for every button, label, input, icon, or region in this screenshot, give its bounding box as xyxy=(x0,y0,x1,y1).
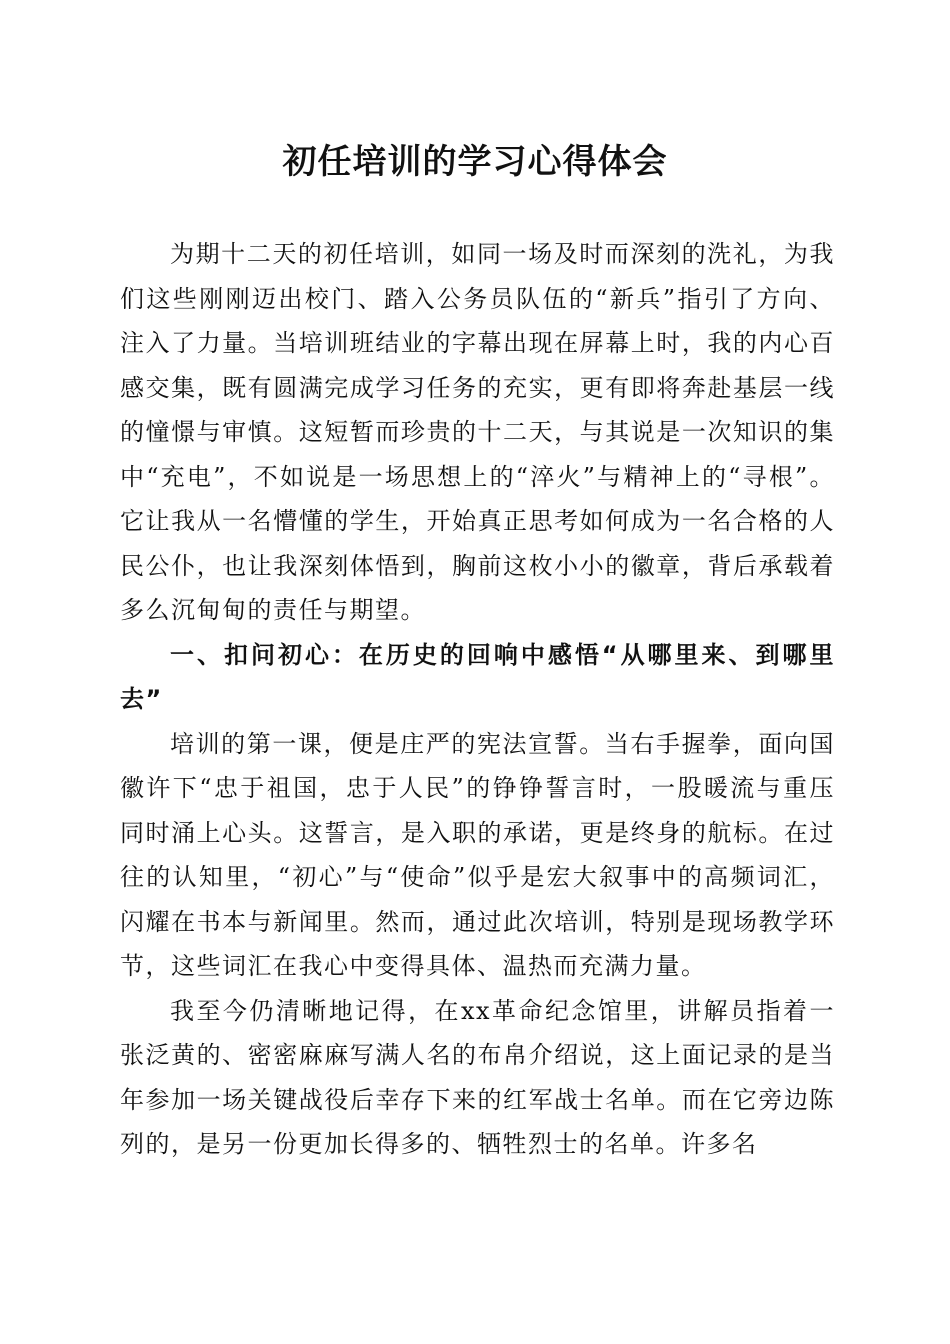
intro-paragraph: 为期十二天的初任培训，如同一场及时而深刻的洗礼，为我们这些刚刚迈出校门、踏入公务员队伍的“新兵”指引了方向、注入了力量。当培训班结业的字幕出现在屏幕上时，我的内心百感交集，既有圆满完成学习任务的充实，更有即将奔赴基层一线的憧憬与审慎。这短暂而珍贵的十二天，与其说是一次知识的集中“充电”，不如说是一场思想上的“淬火”与精神上的“寻根”。它让我从一名懵懂的学生，开始真正思考如何成为一名合格的人民公仆，也让我深刻体悟到，胸前这枚小小的徽章，背后承载着多么沉甸甸的责任与期望。 xyxy=(120,240,835,624)
section-heading: 一、扣问初心：在历史的回响中感悟“从哪里来、到哪里去” xyxy=(120,640,835,713)
document-body xyxy=(120,232,835,1167)
body-paragraph: 我至今仍清晰地记得，在xx革命纪念馆里，讲解员指着一张泛黄的、密密麻麻写满人名的布帛介绍说，这上面记录的是当年参加一场关键战役后幸存下来的红军战士名单。而在它旁边陈列的，是另一份更加长得多的、牺牲烈士的名单。许多名 xyxy=(120,996,835,1158)
body-paragraph: 培训的第一课，便是庄严的宪法宣誓。当右手握拳，面向国徽许下“忠于祖国，忠于人民”的铮铮誓言时，一股暖流与重压同时涌上心头。这誓言，是入职的承诺，更是终身的航标。在过往的认知里，“初心”与“使命”似乎是宏大叙事中的高频词汇，闪耀在书本与新闻里。然而，通过此次培训，特别是现场教学环节，这些词汇在我心中变得具体、温热而充满力量。 xyxy=(120,729,835,980)
document-title: 初任培训的学习心得体会 xyxy=(282,142,668,182)
